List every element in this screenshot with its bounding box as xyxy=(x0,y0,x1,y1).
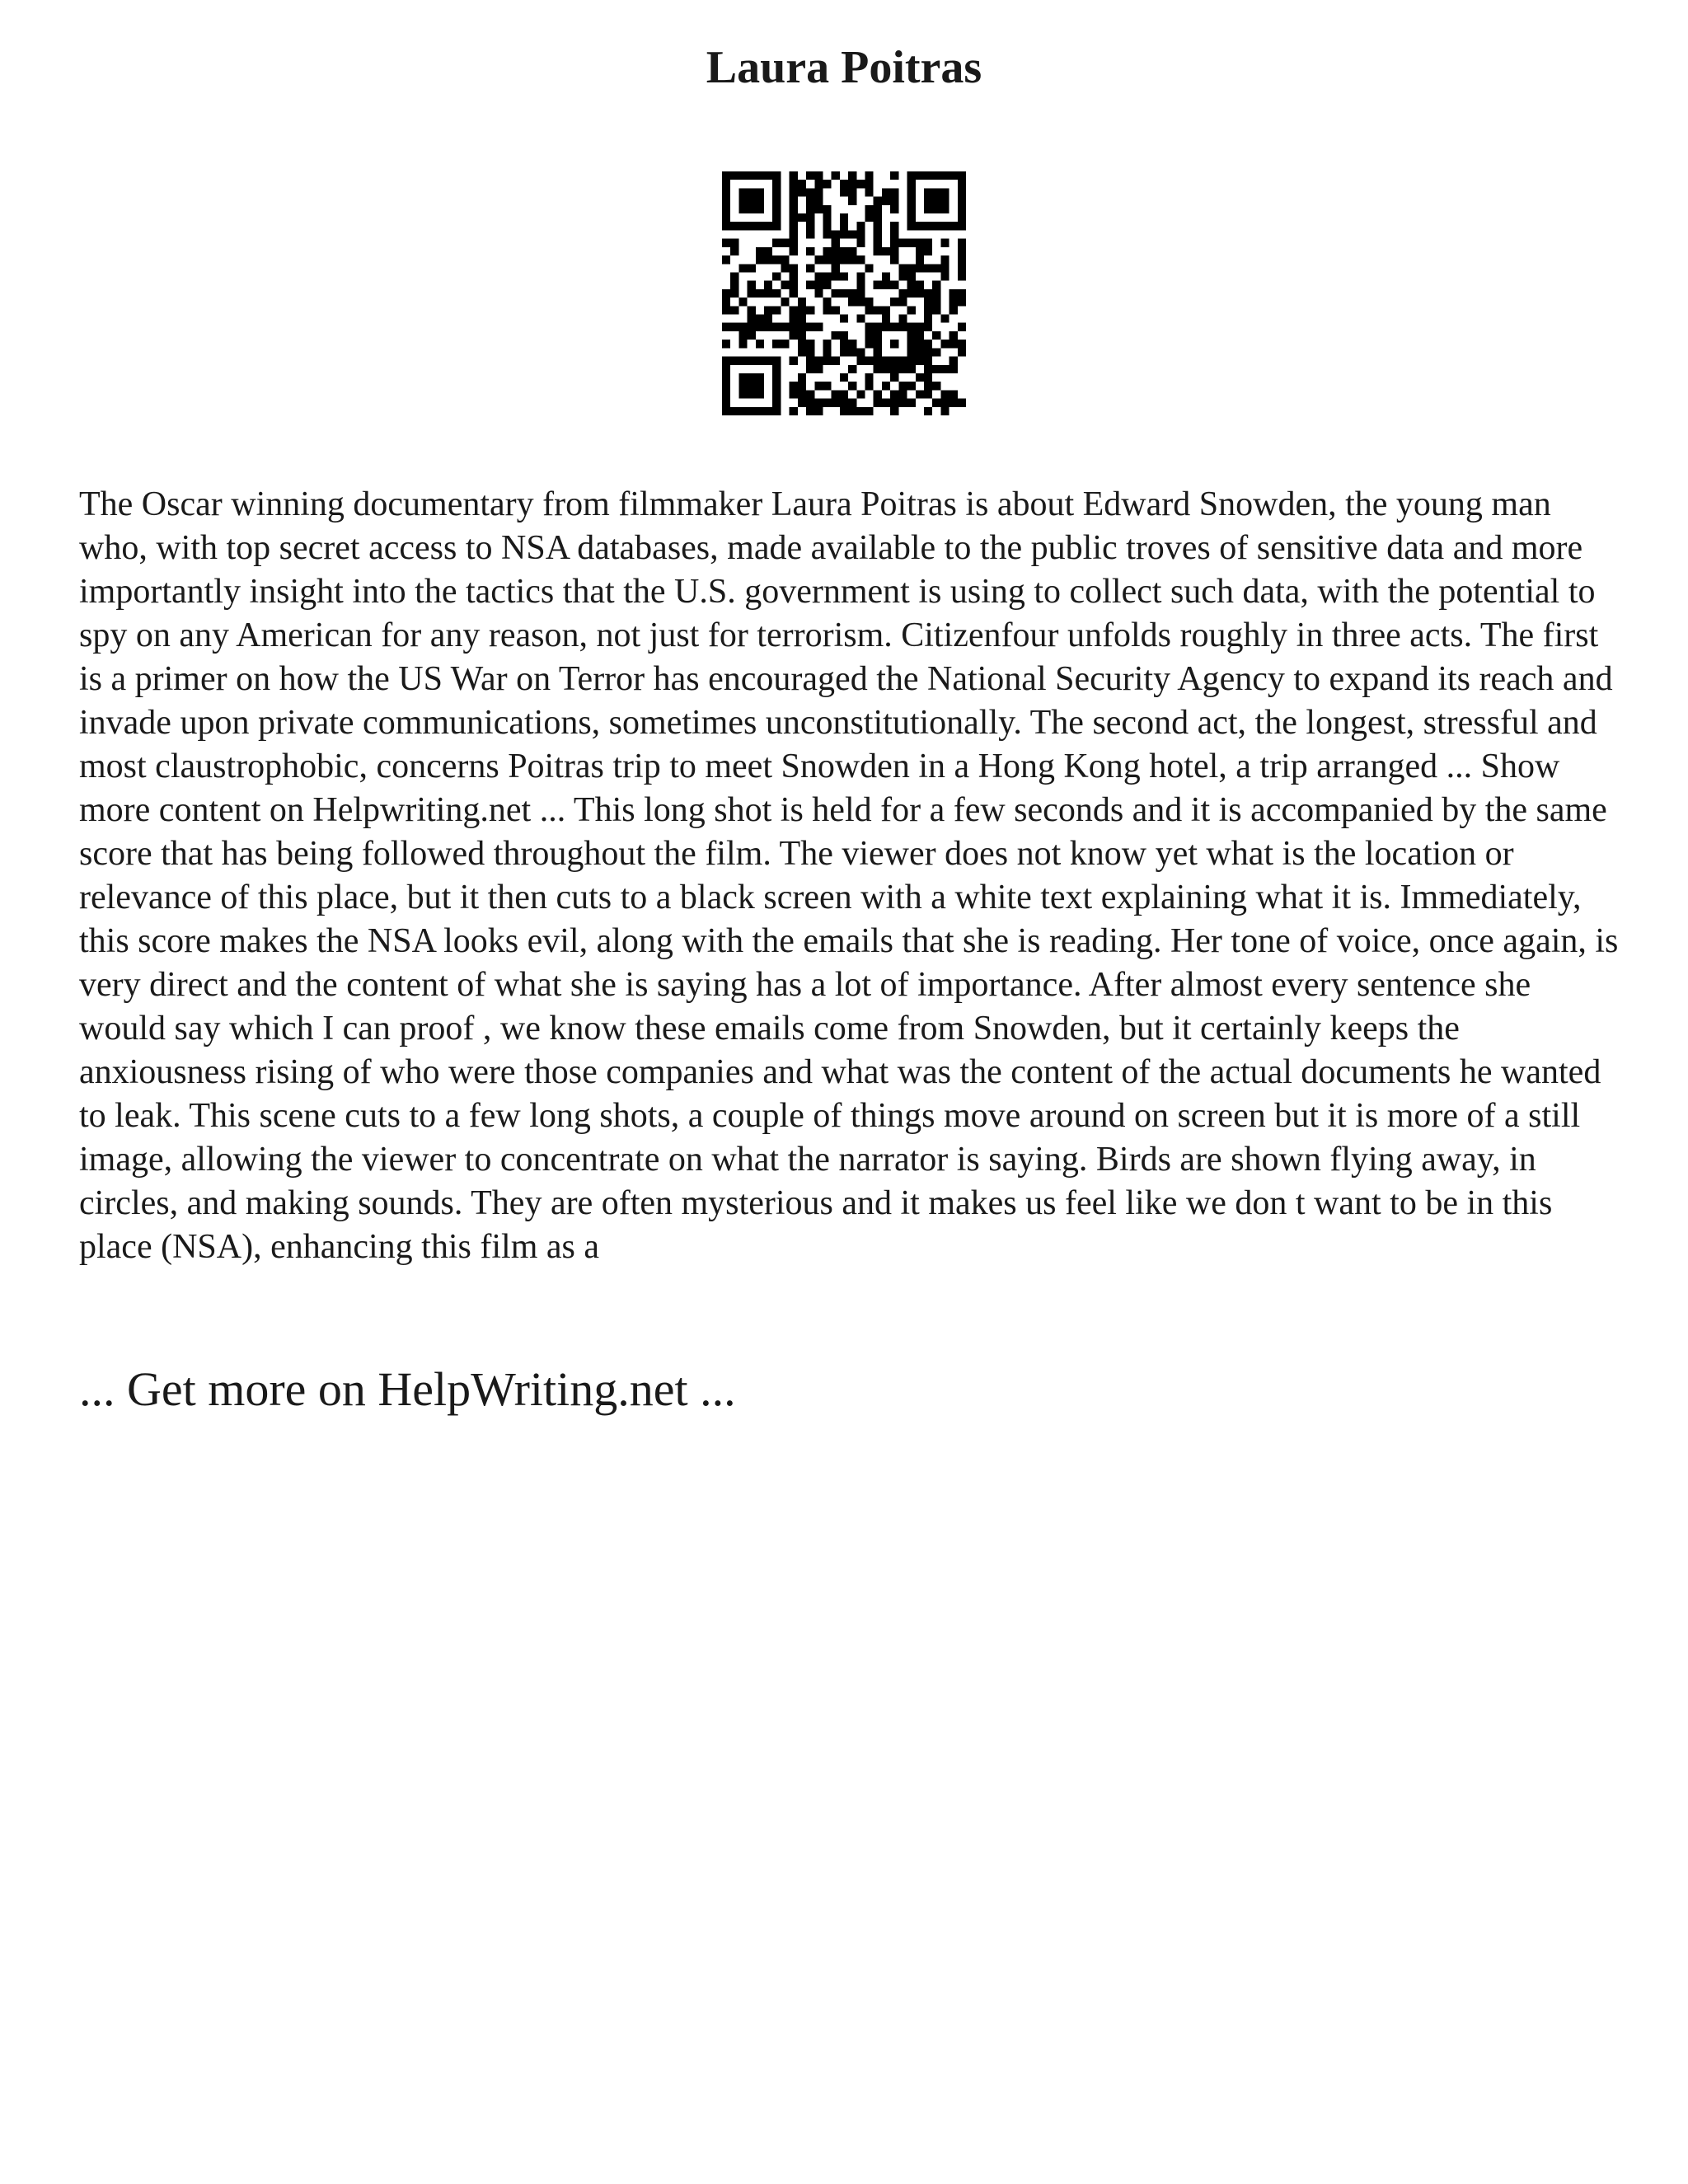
qr-code-icon[interactable] xyxy=(722,171,966,415)
page-title: Laura Poitras xyxy=(706,42,982,93)
body-text: The Oscar winning documentary from filmmaker Laura Poitras is about Edward Snowden, the young man who, with top secret access to NSA databases, made available to the public troves of sensitive data and more importantly insight into the tactics that the U.S. government is using to collect such data, with the potential to spy on any American for any reason, not just for terrorism. Citizenfour unfolds roughly in three acts. The first is a primer on how the US War on Terror has encouraged the National Security Agency to expand its reach and invade upon private communications, sometimes unconstitutionally. The second act, the longest, stressful and most claustrophobic, concerns Poitras trip to meet Snowden in a Hong Kong hotel, a trip arranged ... Show more content on Helpwriting.net ... This long shot is held for a few seconds and it is accompanied by the same score that has being followed throughout the film. The viewer does not know yet what is the location or relevance of this place, but it then cuts to a black screen with a white text explaining what it is. Immediately, this score makes the NSA looks evil, along with the emails that she is reading. Her tone of voice, once again, is very direct and the content of what she is saying has a lot of importance. After almost every sentence she would say which I can proof , we know these emails come from Snowden, but it certainly keeps the anxiousness rising of who were those companies and what was the content of the actual documents he wanted to leak. This scene cuts to a few long shots, a couple of things move around on screen but it is more of a still image, allowing the viewer to concentrate on what the narrator is saying. Birds are shown flying away, in circles, and making sounds. They are often mysterious and it makes us feel like we don t want to be in this place (NSA), enhancing this film as a xyxy=(79,485,1619,1266)
get-more-link[interactable]: ... Get more on HelpWriting.net ... xyxy=(79,1362,736,1416)
